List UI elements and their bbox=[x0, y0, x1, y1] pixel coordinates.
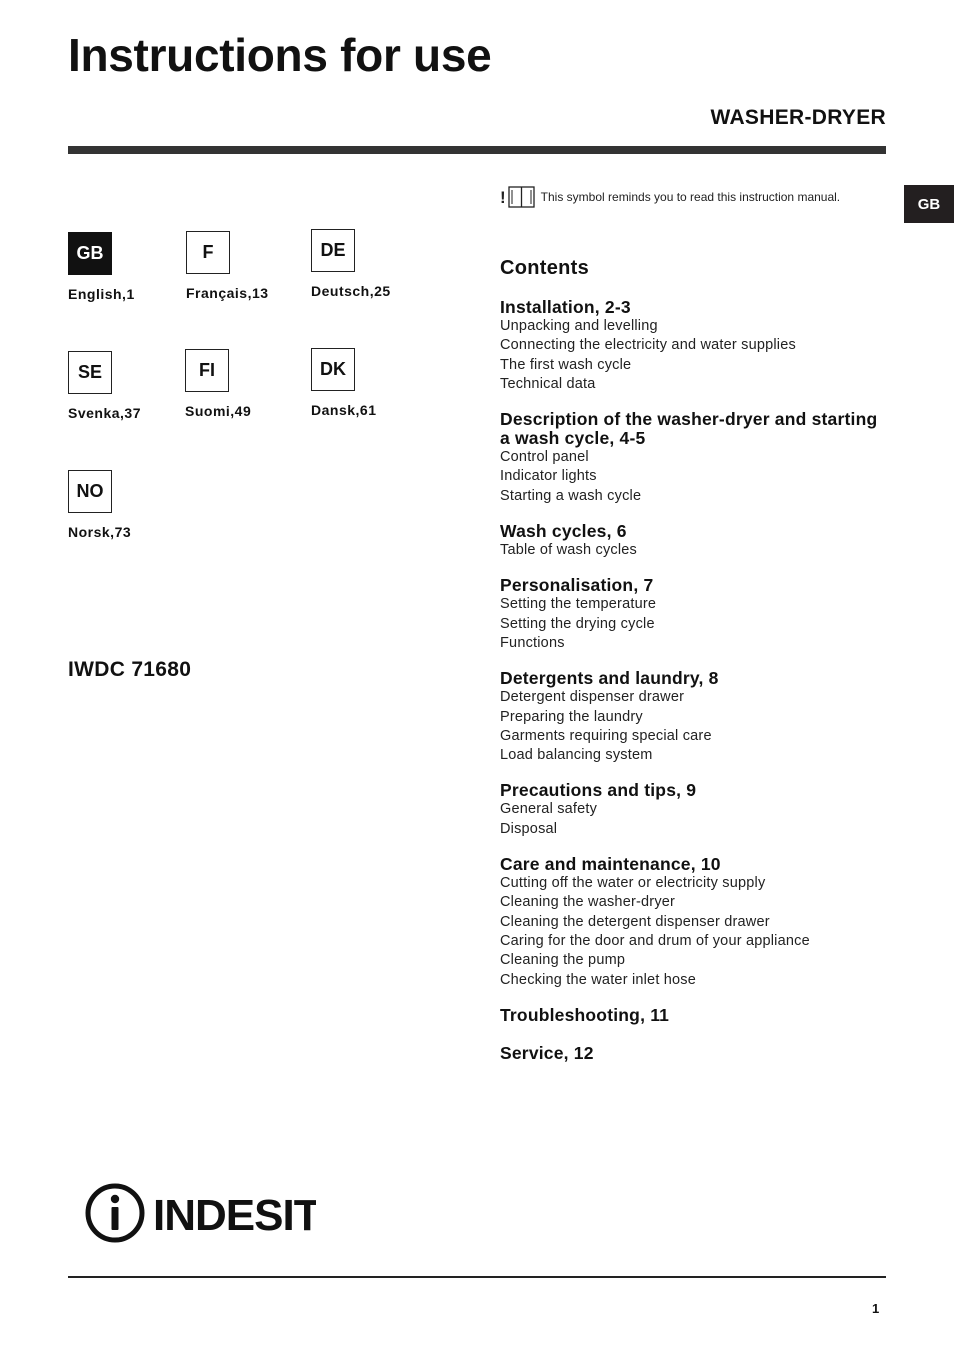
language-code: SE bbox=[68, 351, 112, 394]
toc-item: Starting a wash cycle bbox=[500, 487, 642, 504]
toc-item: Cleaning the detergent dispenser drawer bbox=[500, 913, 770, 930]
toc-heading: Troubleshooting, 11 bbox=[500, 1004, 670, 1025]
toc-item: Disposal bbox=[500, 820, 558, 837]
toc-section bbox=[500, 576, 900, 653]
language-code: FI bbox=[185, 349, 229, 392]
toc-section bbox=[500, 781, 900, 839]
brand-wordmark: INDESIT bbox=[153, 1191, 316, 1240]
table-of-contents bbox=[500, 257, 900, 1079]
language-label: Français,13 bbox=[186, 285, 269, 301]
language-label: Dansk,61 bbox=[311, 402, 377, 418]
contents-title: Contents bbox=[500, 257, 590, 279]
toc-item: Checking the water inlet hose bbox=[500, 971, 697, 988]
language-no bbox=[68, 470, 131, 540]
language-label: English,1 bbox=[68, 286, 135, 302]
language-code: GB bbox=[68, 232, 112, 275]
toc-item: Unpacking and levelling bbox=[500, 318, 658, 334]
symbol-note bbox=[500, 186, 840, 208]
language-code: NO bbox=[68, 470, 112, 513]
toc-item: Preparing the laundry bbox=[500, 708, 643, 725]
language-fi bbox=[185, 349, 251, 419]
toc-item: Detergent dispenser drawer bbox=[500, 689, 685, 706]
toc-heading: Service, 12 bbox=[500, 1042, 594, 1063]
page-number: 1 bbox=[872, 1301, 880, 1316]
toc-item: Cleaning the washer-dryer bbox=[500, 894, 676, 911]
toc-item: Caring for the door and drum of your appliance bbox=[500, 932, 810, 949]
toc-item: Technical data bbox=[500, 375, 596, 392]
toc-item: Garments requiring special care bbox=[500, 727, 712, 744]
indesit-logo bbox=[84, 1183, 316, 1248]
toc-section bbox=[500, 410, 900, 506]
toc-item: Functions bbox=[500, 634, 565, 651]
language-se bbox=[68, 351, 141, 421]
header-divider bbox=[68, 146, 886, 154]
toc-item: Indicator lights bbox=[500, 468, 597, 485]
toc-item: Control panel bbox=[500, 449, 589, 466]
symbol-note-text: This symbol reminds you to read this instruction manual. bbox=[540, 190, 841, 204]
toc-section bbox=[500, 1044, 900, 1063]
toc-item: Table of wash cycles bbox=[500, 542, 637, 559]
product-type: WASHER-DRYER bbox=[710, 106, 886, 129]
toc-item: Connecting the electricity and water supplies bbox=[500, 337, 796, 354]
toc-item: Load balancing system bbox=[500, 747, 653, 764]
toc-heading: Installation, 2-3 bbox=[500, 297, 631, 317]
toc-section bbox=[500, 298, 900, 394]
language-side-tab: GB bbox=[904, 185, 954, 223]
footer-divider bbox=[68, 1276, 886, 1278]
toc-heading: Detergents and laundry, 8 bbox=[500, 668, 719, 689]
language-code: F bbox=[186, 231, 230, 274]
toc-item: General safety bbox=[500, 801, 598, 818]
language-label: Norsk,73 bbox=[68, 524, 132, 540]
toc-section bbox=[500, 1006, 900, 1025]
indesit-logo-mark bbox=[84, 1183, 316, 1243]
language-code: DK bbox=[311, 348, 355, 391]
toc-section bbox=[500, 855, 900, 990]
toc-heading: Description of the washer-dryer and starting a wash cycle, 4-5 bbox=[500, 409, 878, 449]
language-label: Deutsch,25 bbox=[311, 283, 391, 299]
language-label: Suomi,49 bbox=[185, 403, 252, 419]
toc-heading: Precautions and tips, 9 bbox=[500, 780, 697, 801]
toc-heading: Wash cycles, 6 bbox=[500, 521, 627, 542]
open-book-icon bbox=[508, 186, 535, 208]
language-dk bbox=[311, 348, 376, 418]
language-de bbox=[311, 229, 391, 299]
model-number: IWDC 71680 bbox=[68, 658, 192, 681]
toc-section bbox=[500, 669, 900, 765]
toc-item: Setting the drying cycle bbox=[500, 615, 655, 632]
toc-item: Cleaning the pump bbox=[500, 952, 626, 969]
toc-item: Setting the temperature bbox=[500, 596, 657, 613]
language-label: Svenka,37 bbox=[68, 405, 141, 421]
exclamation-mark: ! bbox=[500, 187, 506, 207]
toc-heading: Personalisation, 7 bbox=[500, 575, 654, 596]
language-gb bbox=[68, 232, 135, 302]
language-code: DE bbox=[311, 229, 355, 272]
toc-heading: Care and maintenance, 10 bbox=[500, 854, 721, 875]
toc-item: Cutting off the water or electricity supply bbox=[500, 875, 766, 892]
language-f bbox=[186, 231, 269, 301]
toc-item: The first wash cycle bbox=[500, 356, 632, 373]
page-title: Instructions for use bbox=[68, 29, 492, 81]
toc-section bbox=[500, 522, 900, 560]
